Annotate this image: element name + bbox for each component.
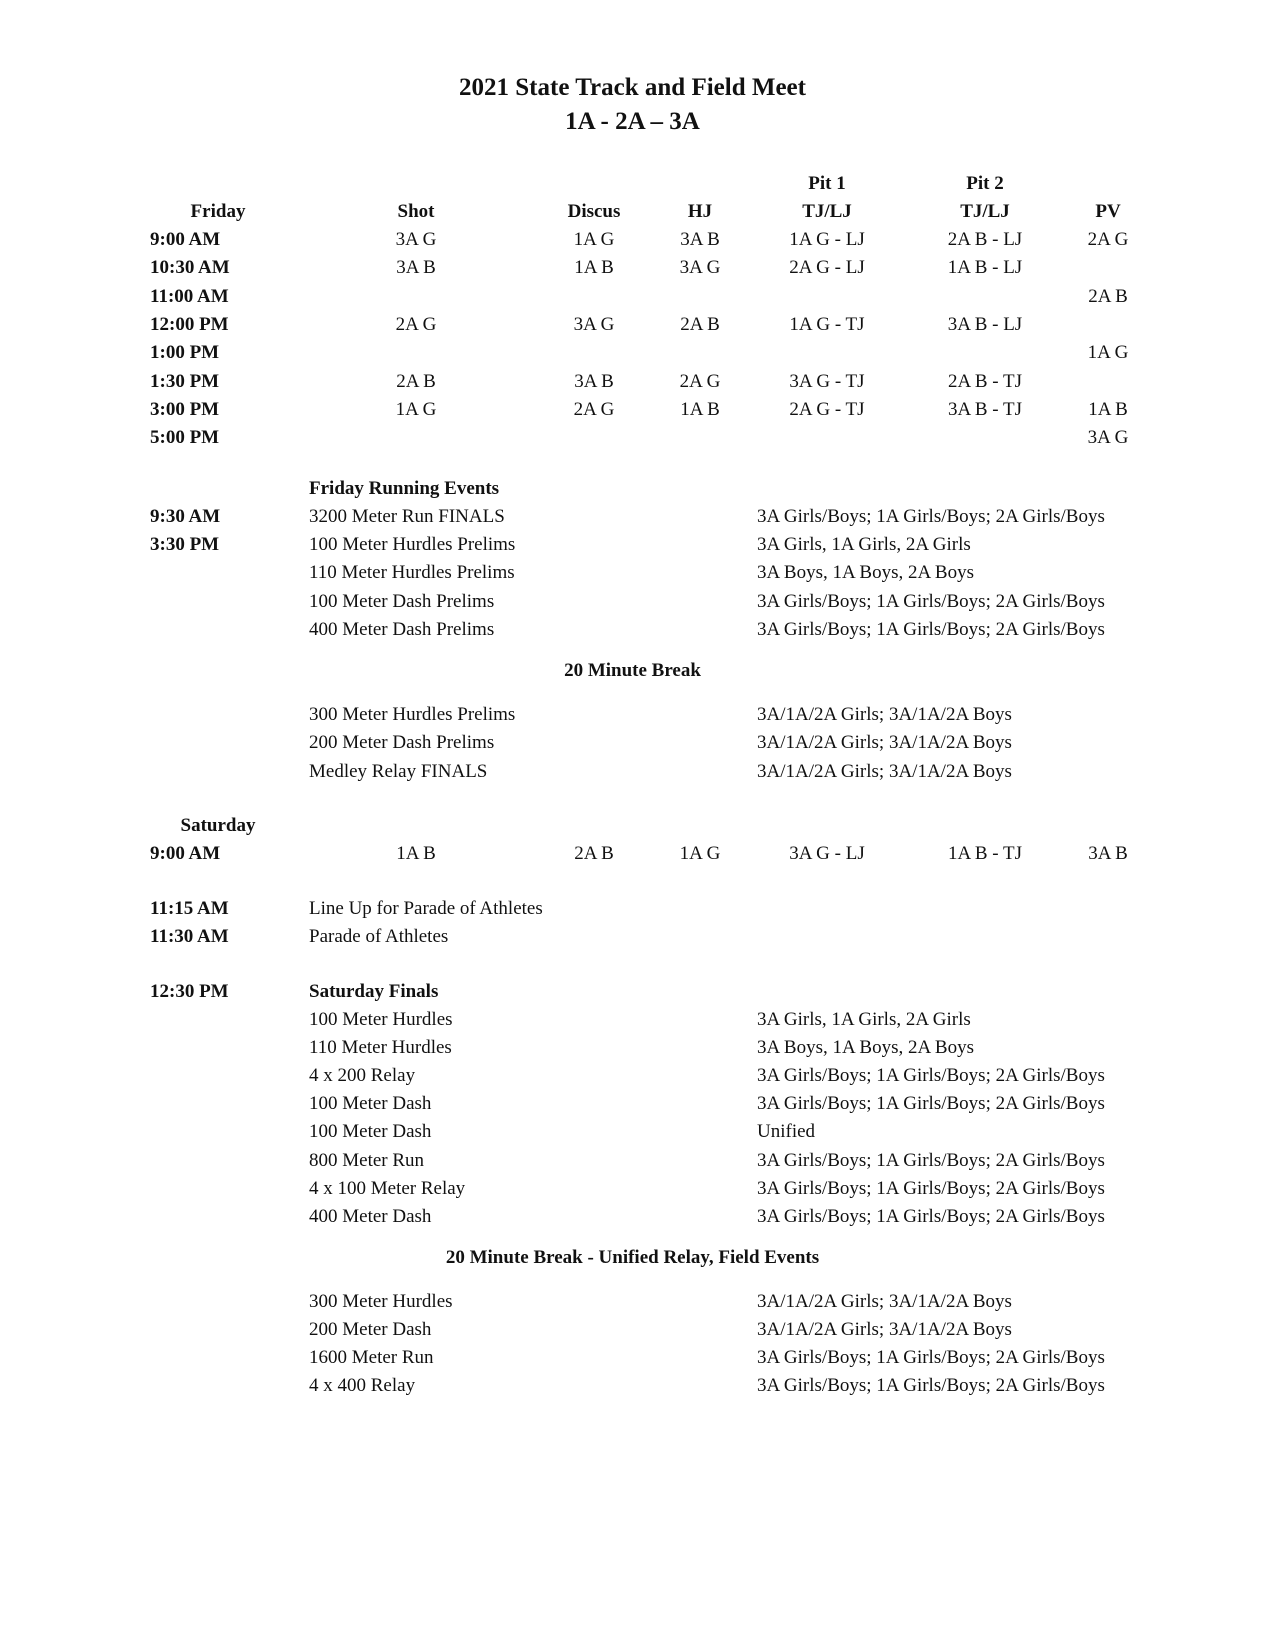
saturday-after-break-divisions: 3A Girls/Boys; 1A Girls/Boys; 2A Girls/Boys <box>757 1375 1105 1396</box>
saturday-after-break-divisions: 3A/1A/2A Girls; 3A/1A/2A Boys <box>757 1291 1012 1312</box>
friday-field-cell-hj: 2A G <box>679 370 721 392</box>
friday-running-divisions: 3A Girls/Boys; 1A Girls/Boys; 2A Girls/Boys <box>757 618 1105 640</box>
friday-field-cell-discus: 1A G <box>573 229 615 250</box>
friday-running-heading: Friday Running Events <box>309 478 500 499</box>
pv-column-header: PV <box>1095 201 1121 222</box>
friday-field-cell-pit2: 2A B - TJ <box>947 370 1023 392</box>
friday-field-cell-discus: 3A B <box>574 370 614 392</box>
friday-field-cell-shot: 2A G <box>395 313 437 335</box>
friday-after-break-event: 200 Meter Dash Prelims <box>309 732 495 754</box>
friday-field-cell-pit1: 2A G - LJ <box>789 257 865 279</box>
saturday-after-break-event: 200 Meter Dash <box>309 1319 432 1340</box>
pit1-top-header: Pit 1 <box>808 173 846 194</box>
friday-running-divisions: 3A Girls, 1A Girls, 2A Girls <box>757 534 971 556</box>
shot-column-header: Shot <box>397 201 435 222</box>
friday-field-cell-hj: 1A B <box>680 398 720 420</box>
page-subtitle: 1A - 2A – 3A <box>565 108 700 135</box>
friday-running-divisions: 3A Boys, 1A Boys, 2A Boys <box>757 562 974 584</box>
parade-event: Parade of Athletes <box>309 926 449 947</box>
saturday-field-cell-pit1: 3A G - LJ <box>789 843 865 864</box>
saturday-field-cell-pv: 3A B <box>1088 843 1128 864</box>
friday-field-cell-pit2: 1A B - LJ <box>947 257 1023 279</box>
saturday-finals-divisions: 3A Girls/Boys; 1A Girls/Boys; 2A Girls/Boys <box>757 1149 1105 1171</box>
friday-field-cell-shot: 2A B <box>396 370 436 392</box>
friday-field-time: 9:00 AM <box>150 229 221 250</box>
friday-running-time: 9:30 AM <box>150 506 221 527</box>
saturday-finals-time: 12:30 PM <box>150 981 229 1002</box>
friday-running-event: 3200 Meter Run FINALS <box>309 506 505 527</box>
friday-running-event: 100 Meter Hurdles Prelims <box>309 534 516 556</box>
page-title: 2021 State Track and Field Meet <box>459 74 806 101</box>
saturday-break-label: 20 Minute Break - Unified Relay, Field Events <box>445 1247 820 1268</box>
saturday-finals-event: 4 x 100 Meter Relay <box>309 1177 466 1199</box>
friday-field-cell-shot: 3A G <box>395 229 437 250</box>
saturday-field-cell-hj: 1A G <box>679 843 721 864</box>
parade-time: 11:15 AM <box>150 898 229 919</box>
saturday-finals-divisions: 3A Girls, 1A Girls, 2A Girls <box>757 1009 971 1030</box>
friday-field-cell-shot: 1A G <box>395 398 437 420</box>
friday-field-cell-pv: 3A G <box>1087 427 1129 449</box>
friday-field-cell-pit1: 2A G - TJ <box>789 398 865 420</box>
saturday-finals-divisions: 3A Boys, 1A Boys, 2A Boys <box>757 1037 974 1059</box>
saturday-day-header: Saturday <box>180 815 256 836</box>
saturday-finals-event: 110 Meter Hurdles <box>309 1037 452 1059</box>
saturday-finals-divisions: 3A Girls/Boys; 1A Girls/Boys; 2A Girls/Boys <box>757 1093 1105 1115</box>
friday-field-cell-pv: 2A G <box>1087 229 1129 250</box>
saturday-finals-divisions: 3A Girls/Boys; 1A Girls/Boys; 2A Girls/Boys <box>757 1065 1105 1087</box>
friday-field-time: 11:00 AM <box>150 285 229 307</box>
saturday-finals-event: 100 Meter Dash <box>309 1121 432 1143</box>
pit1-column-header: TJ/LJ <box>802 201 852 222</box>
saturday-finals-event: 800 Meter Run <box>309 1149 425 1171</box>
friday-field-time: 10:30 AM <box>150 257 230 279</box>
discus-column-header: Discus <box>567 201 621 222</box>
parade-event: Line Up for Parade of Athletes <box>309 898 543 919</box>
saturday-field-time: 9:00 AM <box>150 843 221 864</box>
saturday-field-cell-discus: 2A B <box>574 843 614 864</box>
friday-field-cell-pit1: 3A G - TJ <box>789 370 865 392</box>
friday-after-break-divisions: 3A/1A/2A Girls; 3A/1A/2A Boys <box>757 704 1012 725</box>
friday-field-cell-pv: 1A B <box>1088 398 1128 420</box>
friday-running-event: 100 Meter Dash Prelims <box>309 590 495 612</box>
saturday-finals-event: 100 Meter Hurdles <box>309 1009 453 1030</box>
saturday-finals-divisions: Unified <box>757 1121 816 1143</box>
friday-after-break-event: 300 Meter Hurdles Prelims <box>309 704 516 725</box>
friday-field-cell-pit1: 1A G - LJ <box>789 229 865 250</box>
friday-field-time: 1:00 PM <box>150 342 220 364</box>
friday-field-cell-discus: 1A B <box>574 257 614 279</box>
saturday-after-break-event: 300 Meter Hurdles <box>309 1291 453 1312</box>
saturday-finals-heading: Saturday Finals <box>309 981 439 1002</box>
saturday-finals-event: 100 Meter Dash <box>309 1093 432 1115</box>
friday-running-event: 110 Meter Hurdles Prelims <box>309 562 515 584</box>
friday-field-cell-hj: 3A B <box>680 229 720 250</box>
saturday-finals-divisions: 3A Girls/Boys; 1A Girls/Boys; 2A Girls/Boys <box>757 1205 1105 1227</box>
friday-field-cell-hj: 3A G <box>679 257 721 279</box>
friday-running-time: 3:30 PM <box>150 534 220 556</box>
saturday-after-break-event: 1600 Meter Run <box>309 1347 434 1368</box>
saturday-field-cell-shot: 1A B <box>396 843 436 864</box>
friday-running-divisions: 3A Girls/Boys; 1A Girls/Boys; 2A Girls/Boys <box>757 506 1105 527</box>
hj-column-header: HJ <box>687 201 713 222</box>
saturday-after-break-divisions: 3A Girls/Boys; 1A Girls/Boys; 2A Girls/Boys <box>757 1347 1105 1368</box>
friday-field-cell-pv: 2A B <box>1088 285 1128 307</box>
saturday-field-cell-pit2: 1A B - TJ <box>947 843 1023 864</box>
friday-field-cell-hj: 2A B <box>680 313 720 335</box>
friday-field-cell-discus: 2A G <box>573 398 615 420</box>
pit2-top-header: Pit 2 <box>966 173 1004 194</box>
friday-after-break-divisions: 3A/1A/2A Girls; 3A/1A/2A Boys <box>757 760 1012 782</box>
friday-field-time: 3:00 PM <box>150 398 220 420</box>
friday-field-time: 12:00 PM <box>150 313 229 335</box>
saturday-finals-event: 4 x 200 Relay <box>309 1065 416 1087</box>
friday-field-cell-pit2: 3A B - LJ <box>947 313 1023 335</box>
friday-field-cell-pit1: 1A G - TJ <box>789 313 865 335</box>
saturday-after-break-event: 4 x 400 Relay <box>309 1375 416 1396</box>
friday-field-cell-pit2: 3A B - TJ <box>947 398 1023 420</box>
pit2-column-header: TJ/LJ <box>960 201 1010 222</box>
friday-running-divisions: 3A Girls/Boys; 1A Girls/Boys; 2A Girls/Boys <box>757 590 1105 612</box>
friday-field-cell-shot: 3A B <box>396 257 436 279</box>
friday-after-break-divisions: 3A/1A/2A Girls; 3A/1A/2A Boys <box>757 732 1012 754</box>
saturday-after-break-divisions: 3A/1A/2A Girls; 3A/1A/2A Boys <box>757 1319 1012 1340</box>
saturday-finals-divisions: 3A Girls/Boys; 1A Girls/Boys; 2A Girls/Boys <box>757 1177 1105 1199</box>
friday-field-cell-discus: 3A G <box>573 313 615 335</box>
saturday-finals-event: 400 Meter Dash <box>309 1205 432 1227</box>
parade-time: 11:30 AM <box>150 926 229 947</box>
friday-after-break-event: Medley Relay FINALS <box>309 760 488 782</box>
friday-running-event: 400 Meter Dash Prelims <box>309 618 495 640</box>
friday-field-cell-pv: 1A G <box>1087 342 1129 364</box>
friday-field-time: 1:30 PM <box>150 370 220 392</box>
friday-break-label: 20 Minute Break <box>564 660 701 681</box>
friday-field-time: 5:00 PM <box>150 427 220 449</box>
friday-day-header: Friday <box>190 201 246 222</box>
friday-field-cell-pit2: 2A B - LJ <box>947 229 1023 250</box>
